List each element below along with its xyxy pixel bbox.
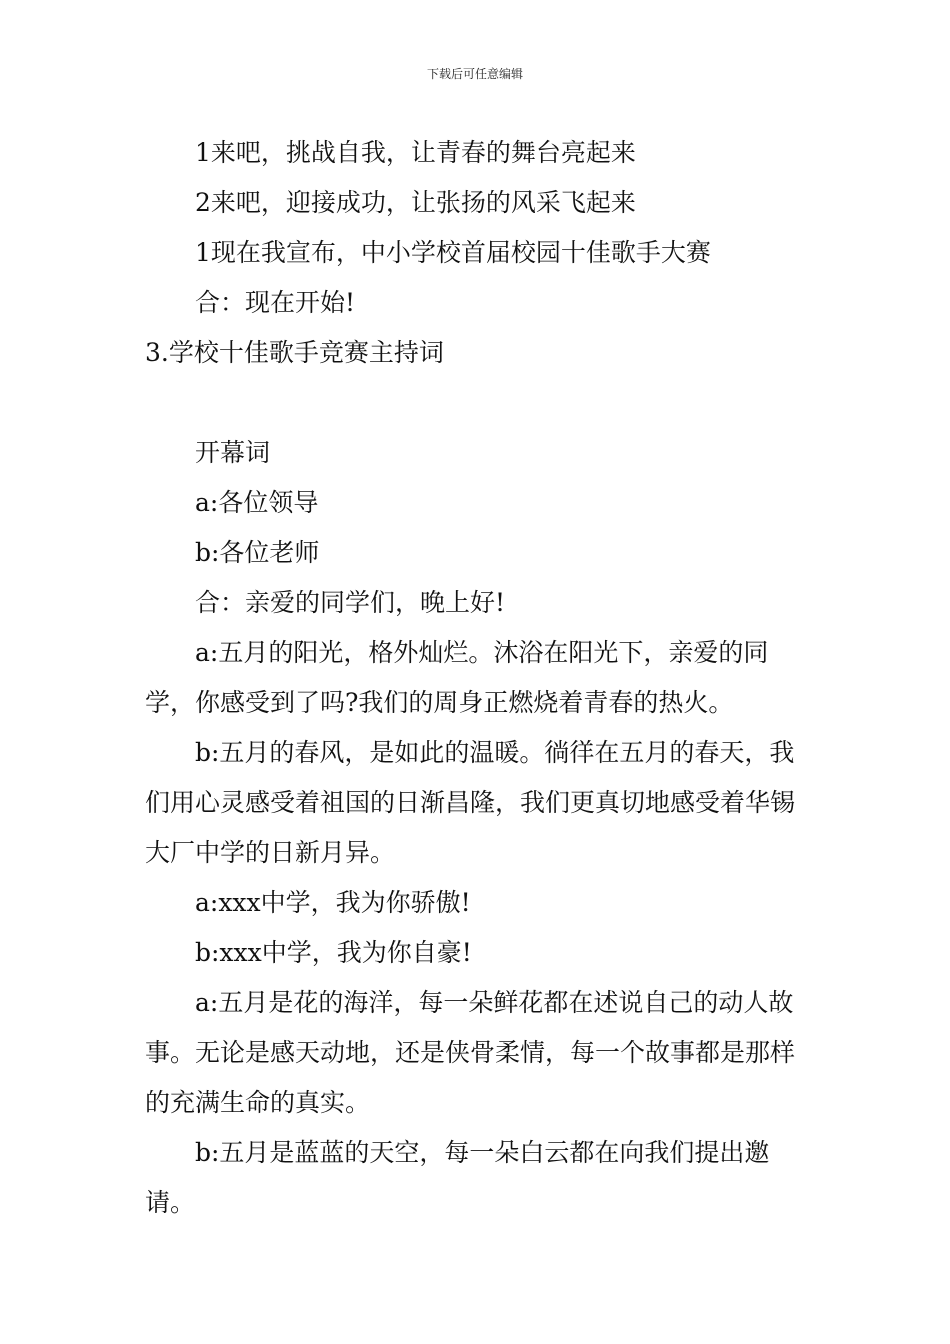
paragraph: 1现在我宣布，中小学校首届校园十佳歌手大赛 xyxy=(195,238,711,267)
paragraph: 2来吧，迎接成功，让张扬的风采飞起来 xyxy=(195,188,636,217)
paragraph: b:各位老师 xyxy=(195,538,320,567)
document-body xyxy=(145,128,810,1228)
paragraph: b:五月是蓝蓝的天空，每一朵白云都在向我们提出邀请。 xyxy=(145,1138,770,1217)
paragraph: a:各位领导 xyxy=(195,488,319,517)
paragraph: 合：现在开始! xyxy=(195,288,356,317)
section-heading: 3.学校十佳歌手竞赛主持词 xyxy=(145,338,444,367)
page-header: 下载后可任意编辑 xyxy=(426,67,523,81)
paragraph: b:五月的春风，是如此的温暖。徜徉在五月的春天，我们用心灵感受着祖国的日渐昌隆，我们更真切地感受着华锡大厂中学的日新月异。 xyxy=(145,738,796,867)
paragraph: 1来吧，挑战自我，让青春的舞台亮起来 xyxy=(195,138,636,167)
blank-line xyxy=(145,378,810,428)
paragraph: a:xxx中学，我为你骄傲! xyxy=(195,888,471,917)
paragraph: b:xxx中学，我为你自豪! xyxy=(195,938,472,967)
paragraph: 开幕词 xyxy=(195,438,271,467)
paragraph: a:五月的阳光，格外灿烂。沐浴在阳光下，亲爱的同学，你感受到了吗?我们的周身正燃烧着青春的热火。 xyxy=(145,638,769,717)
paragraph: a:五月是花的海洋，每一朵鲜花都在述说自己的动人故事。无论是感天动地，还是侠骨柔情，每一个故事都是那样的充满生命的真实。 xyxy=(145,988,796,1117)
paragraph: 合：亲爱的同学们，晚上好! xyxy=(195,588,506,617)
